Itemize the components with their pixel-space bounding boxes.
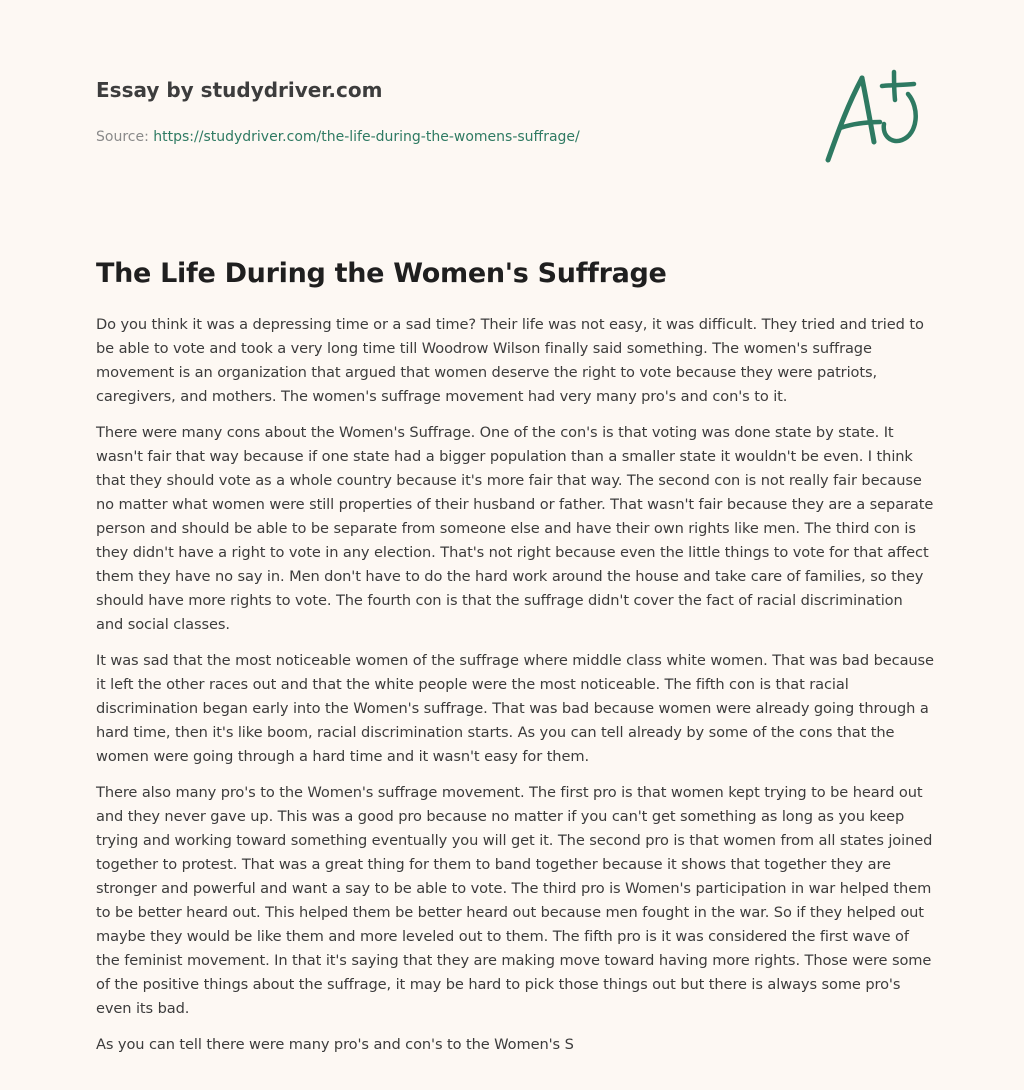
source-line [96, 127, 796, 147]
essay-paragraph: Do you think it was a depressing time or a sad time? Their life was not easy, it was difficult. They tried and tried to be able to vote and took a very long time till Woodrow Wilson finally said something. The women's suffrage movement is an organization that argued that women deserve the right to vote because they were patriots, caregivers, and mothers. The women's suffrage movement had very many pro's and con's to it. [96, 316, 924, 405]
essay-title: The Life During the Women's Suffrage [96, 258, 667, 289]
essay-paragraph: There also many pro's to the Women's suffrage movement. The first pro is that women kept trying to be heard out and they never gave up. This was a good pro because no matter if you can't get something as long as you keep trying and working toward something eventually you will get it. The second pro is that women from all states joined together to protest. That was a great thing for them to band together because it shows that together they are stronger and powerful and want a say to be able to vote. The third pro is Women's participation in war helped them to be better heard out. This helped them be better heard out because men fought in the war. So if they helped out maybe they would be like them and more leveled out to them. The fifth pro is it was considered the first wave of the feminist movement. In that it's saying that they are making move toward having more rights. Those were some of the positive things about the suffrage, it may be hard to pick those things out but there is always some pro's even its bad. [96, 784, 933, 1017]
a-plus-grade-icon [822, 68, 926, 164]
source-label: Source: [96, 129, 154, 145]
essay-paragraph: As you can tell there were many pro's and con's to the Women's S [96, 1036, 574, 1053]
essay-body [96, 313, 934, 1069]
essay-paragraph: It was sad that the most noticeable women of the suffrage where middle class white women. That was bad because it left the other races out and that the white people were the most noticeable. The fifth con is that racial discrimination began early into the Women's suffrage. That was bad because women were already going through a hard time, then it's like boom, racial discrimination starts. As you can tell already by some of the cons that the women were going through a hard time and it wasn't easy for them. [96, 652, 934, 765]
site-brand: Essay by studydriver.com [96, 78, 383, 102]
essay-header [96, 76, 796, 147]
source-link[interactable]: https://studydriver.com/the-life-during-the-womens-suffrage/ [153, 129, 580, 145]
essay-paragraph: There were many cons about the Women's Suffrage. One of the con's is that voting was done state by state. It wasn't fair that way because if one state had a bigger population than a smaller state it wouldn't be even. I think that they should vote as a whole country because it's more fair that way. The second con is not really fair because no matter what women were still properties of their husband or father. That wasn't fair because they are a separate person and should be able to be separate from someone else and have their own rights like men. The third con is they didn't have a right to vote in any election. That's not right because even the little things to vote for that affect them they have no say in. Men don't have to do the hard work around the house and take care of families, so they should have more rights to vote. The fourth con is that the suffrage didn't cover the fact of racial discrimination and social classes. [96, 424, 934, 633]
